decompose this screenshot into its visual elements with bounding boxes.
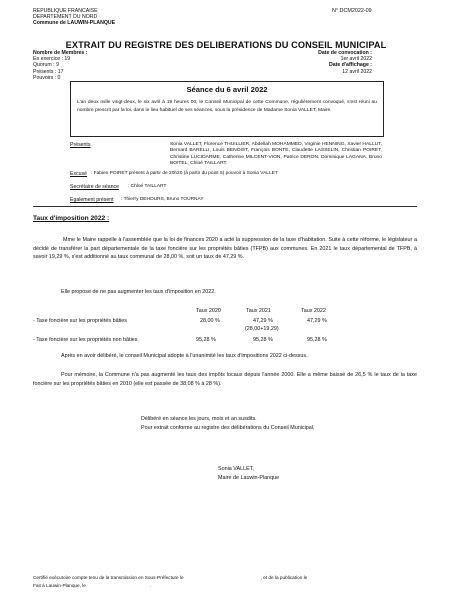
commune-label: Commune de LAUWIN-PLANQUE: [33, 20, 116, 27]
members-pouvoirs: Pouvoirs : 0: [33, 74, 61, 81]
table-cell: 28,00 %: [200, 318, 220, 324]
paragraph-1-text: Mme le Maire rappelle à l'assemblée que la loi de finances 2020 a acté la suppression de la taxe d'habitation. Suite à cette réforme, le législateur a décidé de transférer la part départementale de la taxe foncière sur les propriétés bâties (TFPB) aux communes. En 2021 le taux départemental de TFPB, à savoir 19,29 %, s'est additionné au taux communal de 28,00 %, soit un taux de 47,29 %.: [33, 237, 417, 260]
closing-line-1: Délibéré en séance les jours, mois et an susdits.: [141, 416, 257, 422]
republique-label: REPUBLIQUE FRANCAISE: [33, 8, 98, 14]
dates-block: [300, 50, 372, 75]
table-cell: 47,29 %: [307, 318, 327, 324]
paragraph-4: [33, 371, 417, 388]
seance-box: [70, 81, 384, 137]
excuse-label: Excusé: [70, 171, 88, 177]
document-title: EXTRAIT DU REGISTRE DES DELIBERATIONS DU CONSEIL MUNICIPAL: [65, 40, 387, 50]
footer-certification: [33, 575, 307, 581]
footer-fait-a: [33, 583, 151, 589]
table-header-2022: Taux 2022: [301, 308, 326, 314]
footer-line-1a: Certifié exécutoire compte tenu de la transmission en Sous-Préfecture le: [33, 575, 184, 580]
paragraph-1: [33, 236, 417, 262]
footer-line-1b: , et de la publication le: [260, 575, 308, 580]
secretaire-text: : Chloé TAILLART: [128, 184, 167, 189]
affichage-date: 12 avril 2022: [342, 68, 372, 75]
table-cell: 95,28 %: [253, 337, 273, 343]
secretaire-label: Secrétaire de séance: [70, 184, 120, 190]
egalement-label: Egalement présent: [70, 197, 114, 203]
signer-title: Maire de Lauwin-Planque: [218, 475, 280, 481]
seance-text: L'an deux mille vingt-deux, le six avril à 19 heures 00, le Conseil Municipal de cette Commune, régulièrement convoqué, s'est réuni au nombre prescrit par la loi, dans le lieu habituel de ses séances, sous la présidence de Madame Sonia VALLET, Maire.: [77, 100, 377, 113]
table-cell: 95,28 %: [196, 337, 216, 343]
affichage-label: Date d'affichage :: [328, 62, 372, 69]
footer-line-2a: Fait à Lauwin-Planque, le: [33, 583, 86, 588]
table-cell: 47,29 %: [253, 318, 273, 324]
departement-label: DEPARTEMENT DU NORD: [33, 14, 98, 21]
deliberation-reference: N° DCM2022-09: [332, 8, 372, 14]
section-heading: Taux d'imposition 2022 :: [33, 215, 110, 222]
convocation-label: Date de convocation :: [318, 50, 372, 56]
table-cell: 95,28 %: [307, 337, 327, 343]
egalement-text: : Thierry DEHOURS, Bruno TOURNAY: [121, 197, 204, 202]
table-header-2020: Taux 2020: [196, 308, 221, 314]
signer-name: Sonia VALLET,: [218, 466, 254, 472]
paragraph-4-text: Pour mémoire, la Commune n'a pas augmenté les taux des impôts locaux depuis l'année 2000. Elle a même baissé de 26,5 % le taux de la taxe foncière sur les propriétés bâties en 2010 (elle est passée de 38,08 % à 28 %).: [33, 372, 417, 387]
header-left: [33, 8, 115, 27]
table-row-label: - Taxe foncière sur les propriétés non bâties: [33, 337, 138, 343]
table-cell-sub: (28,00+19,29): [245, 326, 279, 332]
members-label: Nombre de Membres :: [33, 50, 88, 56]
paragraph-2: Elle propose de ne pas augmenter les taux d'imposition en 2022.: [61, 289, 216, 295]
paragraph-3: Après en avoir délibéré, le conseil Municipal adopte à l'unanimité les taux d'impositions 2022 ci-dessus.: [61, 353, 308, 359]
convocation-date: 1er avril 2022: [340, 56, 372, 63]
closing-line-2: Pour extrait conforme au registre des délibérations du Conseil Municipal,: [141, 425, 315, 431]
seance-title: Séance du 6 avril 2022: [186, 85, 268, 94]
table-row-label: - Taxe foncière sur les propriétés bâties: [33, 318, 127, 324]
separator-line: [33, 206, 417, 207]
table-header-2021: Taux 2021: [246, 308, 271, 314]
members-quorum: Quorum : 9: [33, 62, 59, 69]
excuse-text: : Fabien POIRET présent à partir de 20h20 (à partir du point 5) pouvoir à Sonia VALLET: [91, 171, 278, 176]
members-block: [33, 50, 87, 81]
presents-text: Sonia VALLET, Florence THUILLIER, Abdellah MOHAMMED, Virginie HENNING, Xavier HALLUT, Bernard BARELLI, Louis BENOIST, François BONTE, Claudette LASSELIN, Christian POIRET, Christine LUCIDARME, Catherine MILCENT-VION, Patrice DERON, Dominique LAGANA, Bruno BOITEL, Chloé TAILLART.: [170, 142, 383, 166]
members-en-exercice: En exercice : 19: [33, 56, 71, 63]
members-presents: Présents : 17: [33, 68, 64, 75]
footer-line-2b: .: [149, 583, 152, 588]
presents-label: Présents: [70, 142, 91, 148]
